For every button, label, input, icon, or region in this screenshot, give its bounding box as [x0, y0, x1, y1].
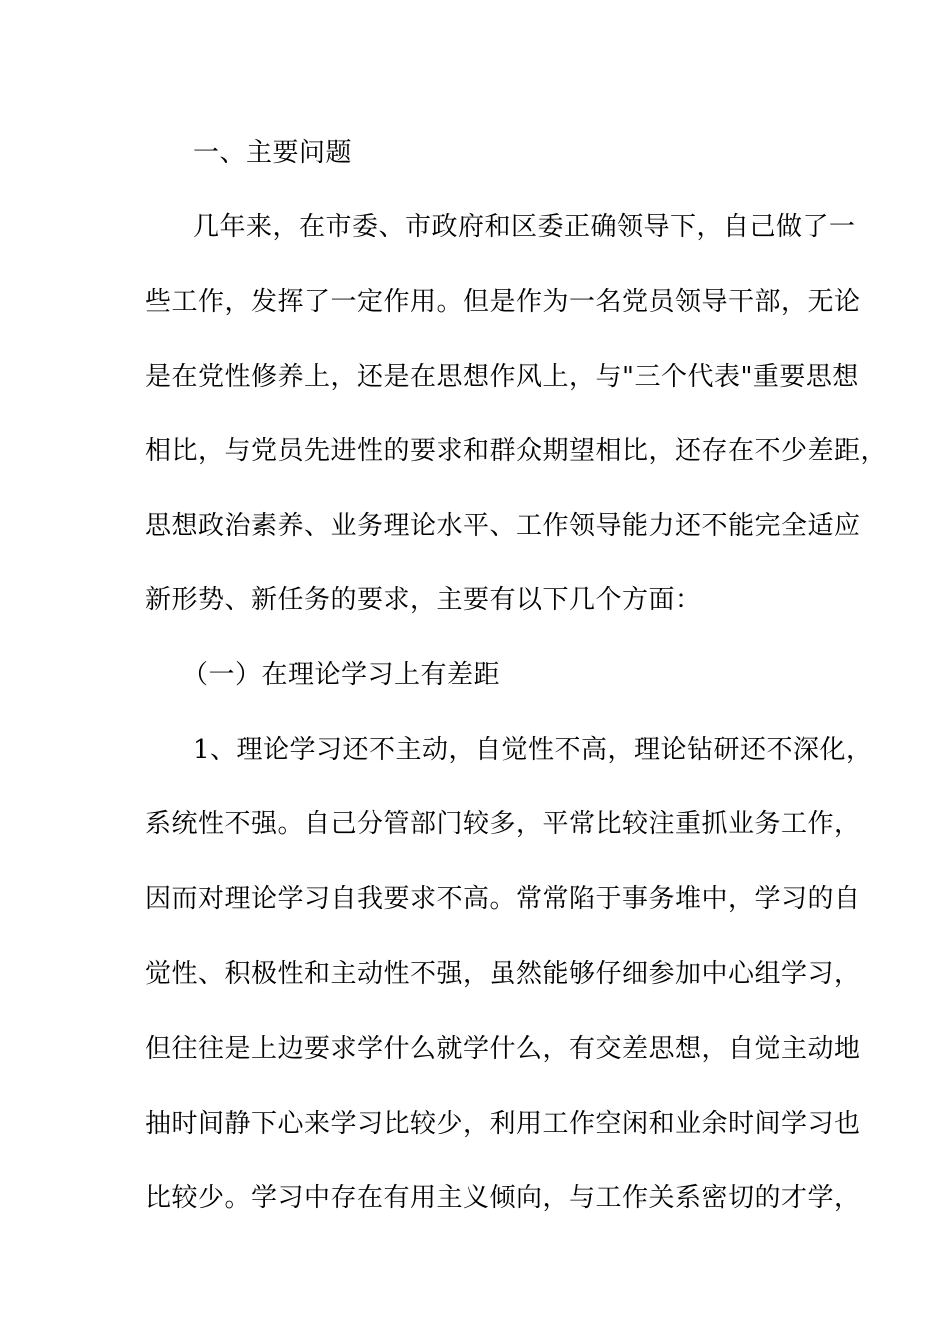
paragraph-line: 觉性、积极性和主动性不强，虽然能够仔细参加中心组学习，	[145, 959, 861, 989]
paragraph-line: 但往往是上边要求学什么就学什么，有交差思想，自觉主动地	[145, 1034, 861, 1064]
subsection-heading: （一）在理论学习上有差距	[182, 660, 501, 690]
section-heading: 一、主要问题	[193, 138, 353, 168]
paragraph-line: 几年来，在市委、市政府和区委正确领导下，自己做了一	[193, 212, 856, 242]
paragraph-line: 比较少。学习中存在有用主义倾向，与工作关系密切的才学，	[145, 1183, 861, 1213]
paragraph-line: 相比，与党员先进性的要求和群众期望相比，还存在不少差距，	[145, 436, 888, 466]
paragraph-line: 抽时间静下心来学习比较少，利用工作空闲和业余时间学习也	[145, 1109, 861, 1139]
paragraph-line: 是在党性修养上，还是在思想作风上，与"三个代表"重要思想	[145, 362, 859, 392]
paragraph-line: 些工作，发挥了一定作用。但是作为一名党员领导干部，无论	[145, 287, 861, 317]
paragraph-line: 新形势、新任务的要求，主要有以下几个方面：	[145, 585, 702, 615]
paragraph-line: 思想政治素养、业务理论水平、工作领导能力还不能完全适应	[145, 511, 861, 541]
paragraph-line: 系统性不强。自己分管部门较多，平常比较注重抓业务工作，	[145, 809, 861, 839]
paragraph-line: 1、理论学习还不主动，自觉性不高，理论钻研还不深化，	[193, 735, 873, 765]
paragraph-line: 因而对理论学习自我要求不高。常常陷于事务堆中，学习的自	[145, 884, 861, 914]
